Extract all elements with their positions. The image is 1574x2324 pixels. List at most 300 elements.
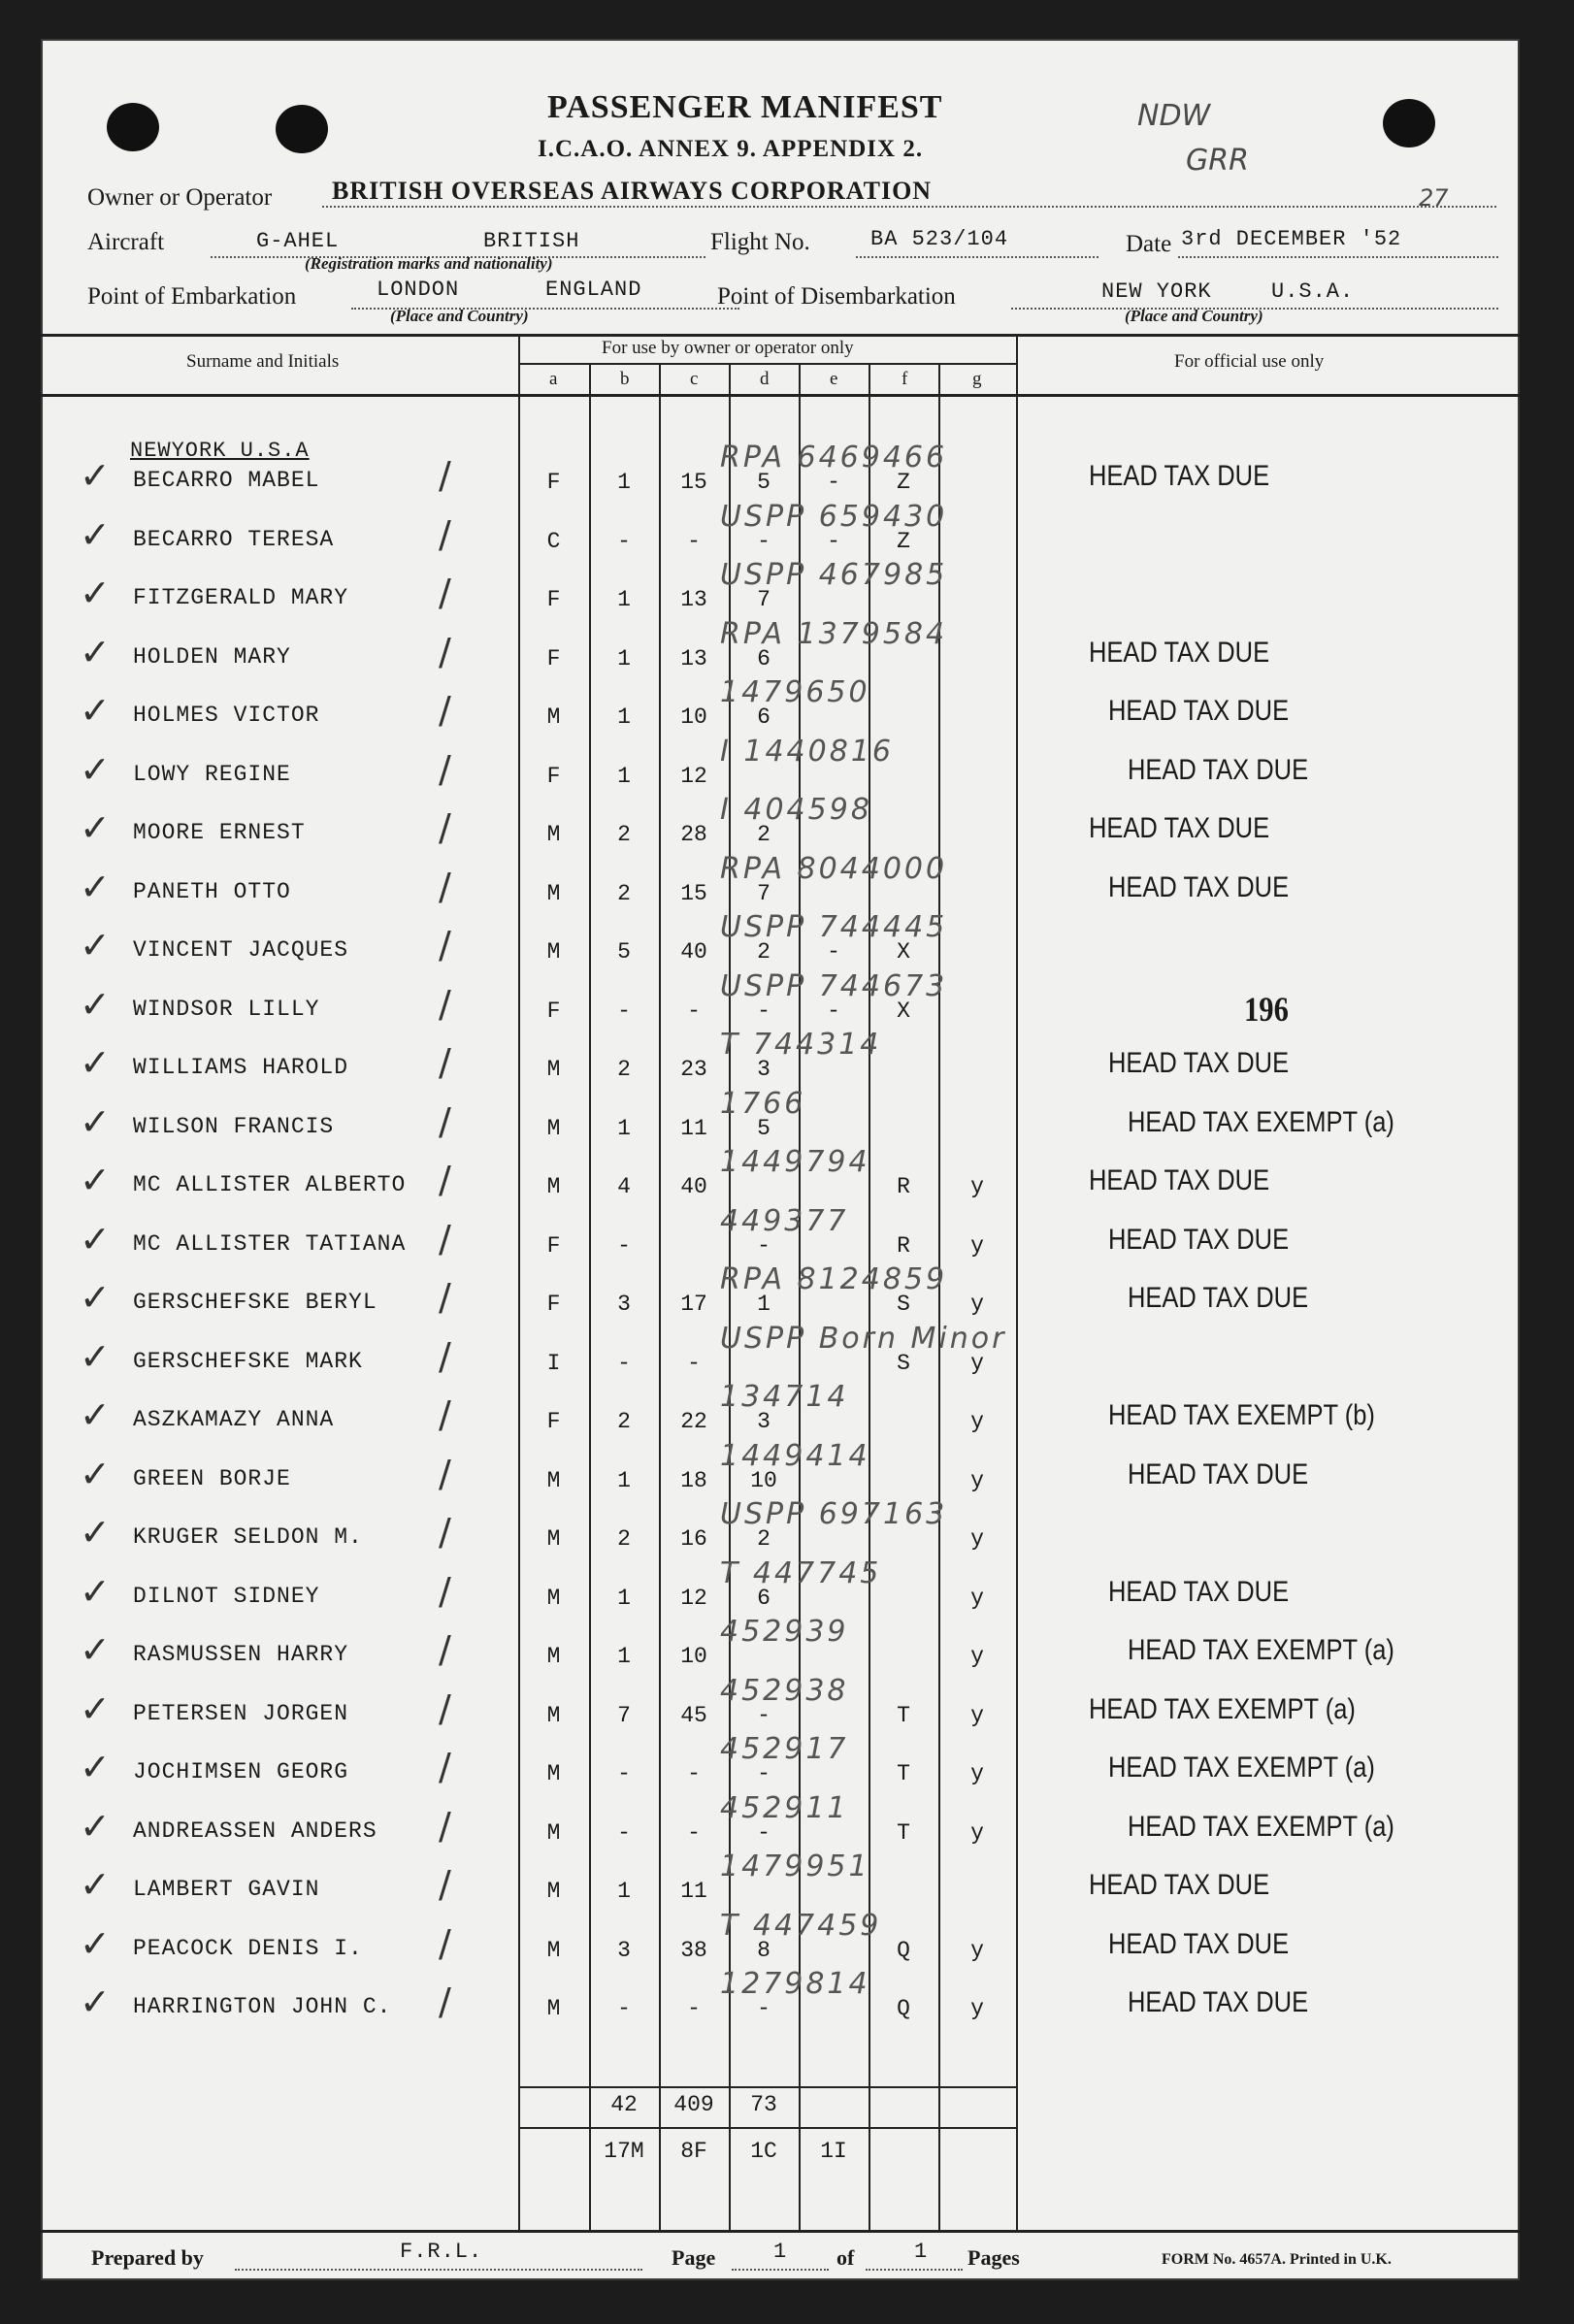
tick-mark-icon: ✓	[80, 1041, 111, 1084]
official-stamp: HEAD TAX DUE	[1089, 1869, 1270, 1901]
official-stamp: HEAD TAX DUE	[1108, 1047, 1290, 1079]
table-row	[41, 675, 1520, 739]
passenger-name: GERSCHEFSKE MARK	[133, 1349, 363, 1374]
cell-f: Q	[897, 1996, 910, 2021]
cell-b: 5	[617, 939, 631, 965]
punch-hole	[107, 103, 159, 151]
passenger-name: MOORE ERNEST	[133, 820, 306, 845]
cell-b: -	[617, 998, 631, 1024]
check-slash-icon: /	[439, 1041, 451, 1084]
total-b: 42	[610, 2092, 638, 2117]
cell-g: y	[970, 1586, 984, 1611]
cell-d: -	[757, 998, 771, 1024]
check-slash-icon: /	[439, 572, 451, 614]
handwritten-reference: RPA 6469466	[720, 441, 948, 475]
cell-f: R	[897, 1174, 910, 1199]
table-row	[41, 793, 1520, 857]
check-slash-icon: /	[439, 1863, 451, 1906]
cell-b: -	[617, 1996, 631, 2021]
handwritten-reference: 1449414	[720, 1439, 870, 1473]
cell-a: F	[546, 1292, 561, 1317]
col-owner-group: For use by owner or operator only	[602, 338, 854, 358]
passenger-name: HOLDEN MARY	[133, 644, 291, 670]
handwritten-reference: USPP 697163	[720, 1497, 948, 1531]
tick-mark-icon: ✓	[80, 1159, 111, 1201]
passenger-name: ASZKAMAZY ANNA	[133, 1407, 335, 1432]
cell-g: y	[970, 1820, 984, 1846]
cell-c: 13	[680, 587, 707, 612]
cell-f: Z	[897, 529, 910, 554]
embarkation-note: (Place and Country)	[390, 307, 529, 325]
flight-label: Flight No.	[710, 229, 810, 255]
cell-f: Q	[897, 1938, 910, 1963]
passenger-name: GREEN BORJE	[133, 1466, 291, 1491]
handwritten-reference: 452917	[720, 1732, 849, 1766]
check-slash-icon: /	[439, 631, 451, 673]
page-label: Page	[672, 2245, 716, 2270]
passenger-name: BECARRO MABEL	[133, 468, 320, 493]
table-row	[41, 558, 1520, 622]
cell-d: 6	[757, 704, 771, 730]
cell-b: -	[617, 1761, 631, 1786]
cell-a: I	[546, 1351, 561, 1376]
cell-a: F	[546, 1233, 561, 1259]
cell-d: -	[757, 1703, 771, 1728]
check-slash-icon: /	[439, 1335, 451, 1378]
tick-mark-icon: ✓	[80, 1335, 111, 1378]
cell-d: 5	[757, 470, 771, 495]
official-stamp: HEAD TAX DUE	[1089, 460, 1270, 492]
check-slash-icon: /	[439, 1687, 451, 1730]
page-value: 1	[773, 2240, 788, 2264]
official-stamp: 196	[1244, 990, 1289, 1029]
tick-mark-icon: ✓	[80, 1805, 111, 1848]
owner-value: BRITISH OVERSEAS AIRWAYS CORPORATION	[332, 177, 933, 205]
passenger-name: HOLMES VICTOR	[133, 703, 320, 728]
check-slash-icon: /	[439, 513, 451, 556]
col-surname: Surname and Initials	[186, 351, 340, 372]
col-c: c	[690, 369, 699, 389]
cell-f: S	[897, 1351, 910, 1376]
tick-mark-icon: ✓	[80, 1511, 111, 1554]
table-row	[41, 1967, 1520, 2031]
official-stamp: HEAD TAX DUE	[1108, 1224, 1290, 1256]
cell-b: 1	[617, 587, 631, 612]
pages-value: 1	[914, 2240, 929, 2264]
punch-hole	[1383, 99, 1435, 147]
cell-b: 2	[617, 1409, 631, 1434]
owner-rule	[322, 206, 1496, 208]
handwritten-reference: 449377	[720, 1204, 849, 1238]
official-stamp: HEAD TAX EXEMPT (a)	[1128, 1106, 1394, 1138]
cell-a: M	[546, 704, 561, 730]
cell-a: M	[546, 1879, 561, 1904]
cell-a: F	[546, 646, 561, 671]
cell-b: -	[617, 529, 631, 554]
cell-a: F	[546, 1409, 561, 1434]
cell-e: -	[827, 939, 840, 965]
cell-d: 2	[757, 939, 771, 965]
cell-c: -	[687, 1761, 701, 1786]
check-slash-icon: /	[439, 924, 451, 966]
owner-label: Owner or Operator	[87, 184, 273, 211]
tick-mark-icon: ✓	[80, 572, 111, 614]
official-stamp: HEAD TAX DUE	[1089, 637, 1270, 669]
passenger-name: LOWY REGINE	[133, 762, 291, 787]
tick-mark-icon: ✓	[80, 513, 111, 556]
cell-g: y	[970, 1526, 984, 1552]
prepared-value: F.R.L.	[400, 2240, 483, 2264]
official-stamp: HEAD TAX DUE	[1089, 812, 1270, 844]
margin-mark: 27	[1419, 184, 1449, 212]
date-label: Date	[1126, 231, 1172, 257]
col-f: f	[902, 369, 908, 389]
official-stamp: HEAD TAX DUE	[1128, 1986, 1309, 2018]
cell-f: T	[897, 1820, 910, 1846]
totals-bottom-rule	[518, 2127, 1016, 2129]
cell-c: 23	[680, 1057, 707, 1082]
handwritten-reference: USPP 467985	[720, 558, 948, 592]
handwritten-reference: T 447745	[720, 1556, 882, 1590]
cell-c: 17	[680, 1292, 707, 1317]
disembarkation-city: NEW YORK	[1101, 279, 1212, 304]
cell-g: y	[970, 1761, 984, 1786]
tick-mark-icon: ✓	[80, 983, 111, 1026]
passenger-name: JOCHIMSEN GEORG	[133, 1759, 349, 1784]
handwritten-reference: 452911	[720, 1791, 849, 1825]
passenger-name: MC ALLISTER ALBERTO	[133, 1172, 407, 1197]
check-slash-icon: /	[439, 1100, 451, 1143]
cell-g: y	[970, 1174, 984, 1199]
check-slash-icon: /	[439, 1746, 451, 1788]
cell-a: F	[546, 998, 561, 1024]
tick-mark-icon: ✓	[80, 1863, 111, 1906]
date-rule	[1178, 256, 1498, 258]
page-title: PASSENGER MANIFEST	[547, 89, 943, 125]
disembarkation-note: (Place and Country)	[1125, 307, 1263, 325]
handwritten-reference: 1279814	[720, 1967, 870, 2001]
handwritten-reference: RPA 8044000	[720, 852, 948, 886]
cell-a: F	[546, 764, 561, 789]
pages-rule	[866, 2269, 963, 2271]
cell-b: 4	[617, 1174, 631, 1199]
handwritten-reference: 1766	[720, 1087, 806, 1121]
cell-a: M	[546, 1586, 561, 1611]
tick-mark-icon: ✓	[80, 748, 111, 791]
cell-c: -	[687, 998, 701, 1024]
cell-d: -	[757, 1996, 771, 2021]
handwritten-reference: USPP 744673	[720, 969, 948, 1003]
handwritten-reference: T 447459	[720, 1909, 882, 1943]
flight-rule	[856, 256, 1099, 258]
official-stamp: HEAD TAX EXEMPT (a)	[1128, 1634, 1394, 1666]
cell-c: -	[687, 1820, 701, 1846]
cell-b: 1	[617, 1879, 631, 1904]
col-a: a	[549, 369, 558, 389]
summary-e: 1I	[820, 2139, 847, 2164]
disembarkation-country: U.S.A.	[1271, 279, 1355, 304]
cell-c: 11	[680, 1879, 707, 1904]
table-row	[41, 1380, 1520, 1444]
tick-mark-icon: ✓	[80, 1100, 111, 1143]
margin-mark: GRR	[1186, 144, 1249, 178]
cell-e: -	[827, 529, 840, 554]
embarkation-label: Point of Embarkation	[87, 283, 297, 310]
passenger-name: PEACOCK DENIS I.	[133, 1936, 363, 1961]
cell-d: -	[757, 529, 771, 554]
cell-c: 15	[680, 470, 707, 495]
check-slash-icon: /	[439, 866, 451, 908]
cell-b: -	[617, 1233, 631, 1259]
cell-c: 28	[680, 822, 707, 847]
cell-b: 1	[617, 1586, 631, 1611]
tick-mark-icon: ✓	[80, 1922, 111, 1965]
aircraft-registration: G-AHEL	[256, 229, 340, 253]
cell-a: F	[546, 470, 561, 495]
handwritten-reference: 452938	[720, 1674, 849, 1708]
cell-d: 6	[757, 646, 771, 671]
cell-c: 22	[680, 1409, 707, 1434]
official-stamp: HEAD TAX DUE	[1128, 754, 1309, 786]
official-stamp: HEAD TAX DUE	[1108, 871, 1290, 903]
check-slash-icon: /	[439, 1393, 451, 1436]
table-top-rule	[41, 334, 1520, 337]
cell-d: 5	[757, 1116, 771, 1141]
handwritten-reference: RPA 1379584	[720, 617, 948, 651]
cell-c: 45	[680, 1703, 707, 1728]
handwritten-reference: 1449794	[720, 1145, 870, 1179]
official-stamp: HEAD TAX DUE	[1128, 1458, 1309, 1490]
col-official: For official use only	[1174, 351, 1325, 372]
tick-mark-icon: ✓	[80, 1746, 111, 1788]
cell-c: 38	[680, 1938, 707, 1963]
passenger-name: ANDREASSEN ANDERS	[133, 1818, 377, 1844]
handwritten-reference: 134714	[720, 1380, 849, 1414]
cell-a: M	[546, 1116, 561, 1141]
cell-d: -	[757, 1761, 771, 1786]
cell-d: 8	[757, 1938, 771, 1963]
flight-number: BA 523/104	[870, 227, 1009, 251]
check-slash-icon: /	[439, 454, 451, 497]
cell-a: M	[546, 939, 561, 965]
table-bottom-rule	[41, 2230, 1520, 2233]
punch-hole	[276, 105, 328, 153]
cell-a: M	[546, 1938, 561, 1963]
page-subtitle: I.C.A.O. ANNEX 9. APPENDIX 2.	[538, 136, 924, 162]
cell-c: -	[687, 1351, 701, 1376]
check-slash-icon: /	[439, 1218, 451, 1260]
cell-f: S	[897, 1292, 910, 1317]
tick-mark-icon: ✓	[80, 1570, 111, 1613]
handwritten-reference: I 404598	[720, 793, 872, 827]
cell-c: -	[687, 1996, 701, 2021]
cell-c: 10	[680, 1644, 707, 1669]
passenger-name: DILNOT SIDNEY	[133, 1584, 320, 1609]
check-slash-icon: /	[439, 689, 451, 732]
cell-g: y	[970, 1938, 984, 1963]
tick-mark-icon: ✓	[80, 866, 111, 908]
cell-c: 16	[680, 1526, 707, 1552]
handwritten-reference: 1479951	[720, 1849, 870, 1883]
passenger-name: WINDSOR LILLY	[133, 997, 320, 1022]
handwritten-reference: 452939	[720, 1615, 849, 1649]
col-b: b	[620, 369, 630, 389]
manifest-sheet	[41, 39, 1520, 2280]
passenger-name: RASMUSSEN HARRY	[133, 1642, 349, 1667]
cell-d: 3	[757, 1057, 771, 1082]
passenger-name: VINCENT JACQUES	[133, 937, 349, 963]
passenger-name: KRUGER SELDON M.	[133, 1524, 363, 1550]
handwritten-reference: T 744314	[720, 1028, 882, 1062]
cell-c: 40	[680, 1174, 707, 1199]
check-slash-icon: /	[439, 748, 451, 791]
cell-b: 2	[617, 1526, 631, 1552]
prepared-rule	[235, 2269, 642, 2271]
cell-e: -	[827, 998, 840, 1024]
form-number: FORM No. 4657A. Printed in U.K.	[1162, 2251, 1392, 2268]
tick-mark-icon: ✓	[80, 1218, 111, 1260]
tick-mark-icon: ✓	[80, 1276, 111, 1319]
summary-d: 1C	[750, 2139, 777, 2164]
cell-a: C	[546, 529, 561, 554]
table-row	[41, 1145, 1520, 1209]
cell-a: M	[546, 1526, 561, 1552]
official-stamp: HEAD TAX EXEMPT (a)	[1108, 1751, 1375, 1784]
table-row	[41, 1028, 1520, 1092]
embarkation-country: ENGLAND	[545, 278, 642, 302]
cell-d: 10	[750, 1468, 777, 1493]
passenger-name: WILLIAMS HAROLD	[133, 1055, 349, 1080]
cell-b: 3	[617, 1938, 631, 1963]
tick-mark-icon: ✓	[80, 454, 111, 497]
cell-f: X	[897, 998, 910, 1024]
cell-c: 12	[680, 1586, 707, 1611]
total-c: 409	[673, 2092, 714, 2117]
table-header-rule	[41, 394, 1520, 397]
cell-g: y	[970, 1996, 984, 2021]
cell-b: 7	[617, 1703, 631, 1728]
tick-mark-icon: ✓	[80, 1393, 111, 1436]
cell-d: 2	[757, 1526, 771, 1552]
table-row	[41, 1262, 1520, 1326]
cell-a: M	[546, 1996, 561, 2021]
cell-d: 2	[757, 822, 771, 847]
cell-f: X	[897, 939, 910, 965]
cell-g: y	[970, 1233, 984, 1259]
cell-a: M	[546, 822, 561, 847]
official-stamp: HEAD TAX EXEMPT (a)	[1128, 1811, 1394, 1843]
cell-f: R	[897, 1233, 910, 1259]
disembarkation-label: Point of Disembarkation	[717, 283, 956, 310]
passenger-name: PETERSEN JORGEN	[133, 1701, 349, 1726]
passenger-name: WILSON FRANCIS	[133, 1114, 335, 1139]
cell-g: y	[970, 1703, 984, 1728]
cell-f: Z	[897, 470, 910, 495]
cell-b: 2	[617, 881, 631, 906]
handwritten-reference: USPP Born Minor	[720, 1322, 1007, 1356]
tick-mark-icon: ✓	[80, 1453, 111, 1495]
aircraft-nationality: BRITISH	[483, 229, 580, 253]
page-rule	[732, 2269, 829, 2271]
check-slash-icon: /	[439, 1980, 451, 2023]
passenger-name: PANETH OTTO	[133, 879, 291, 904]
cell-a: F	[546, 587, 561, 612]
passenger-name: FITZGERALD MARY	[133, 585, 349, 610]
check-slash-icon: /	[439, 1805, 451, 1848]
cell-b: 2	[617, 822, 631, 847]
cell-b: -	[617, 1820, 631, 1846]
cell-b: 1	[617, 646, 631, 671]
cell-b: -	[617, 1351, 631, 1376]
check-slash-icon: /	[439, 1570, 451, 1613]
destination-line: NEWYORK U.S.A	[130, 439, 310, 463]
aircraft-label: Aircraft	[87, 229, 165, 255]
pages-label: Pages	[967, 2245, 1020, 2270]
cell-c: 15	[680, 881, 707, 906]
passenger-name: HARRINGTON JOHN C.	[133, 1994, 392, 2019]
col-d: d	[760, 369, 770, 389]
cell-e: -	[827, 470, 840, 495]
of-label: of	[836, 2245, 855, 2270]
cell-a: M	[546, 1468, 561, 1493]
cell-a: M	[546, 1057, 561, 1082]
cell-b: 1	[617, 1116, 631, 1141]
tick-mark-icon: ✓	[80, 631, 111, 673]
cell-b: 1	[617, 704, 631, 730]
check-slash-icon: /	[439, 1276, 451, 1319]
handwritten-reference: USPP 744445	[720, 910, 948, 944]
table-row	[41, 910, 1520, 974]
handwritten-reference: RPA 8124859	[720, 1262, 948, 1296]
summary-b: 17M	[604, 2139, 644, 2164]
cell-b: 1	[617, 1644, 631, 1669]
passenger-name: GERSCHEFSKE BERYL	[133, 1290, 377, 1315]
cell-a: M	[546, 1761, 561, 1786]
cell-c: 13	[680, 646, 707, 671]
tick-mark-icon: ✓	[80, 806, 111, 849]
cell-c: 11	[680, 1116, 707, 1141]
table-row	[41, 1497, 1520, 1561]
official-stamp: HEAD TAX DUE	[1108, 1576, 1290, 1608]
tick-mark-icon: ✓	[80, 1980, 111, 2023]
cell-b: 1	[617, 1468, 631, 1493]
cell-b: 3	[617, 1292, 631, 1317]
cell-g: y	[970, 1292, 984, 1317]
table-row	[41, 1615, 1520, 1679]
totals-top-rule	[518, 2086, 1016, 2088]
cell-a: M	[546, 881, 561, 906]
table-row	[41, 1849, 1520, 1914]
cell-c: 18	[680, 1468, 707, 1493]
official-stamp: HEAD TAX DUE	[1089, 1164, 1270, 1196]
handwritten-reference: I 1440816	[720, 735, 894, 769]
date-value: 3rd DECEMBER '52	[1181, 227, 1402, 251]
cell-g: y	[970, 1644, 984, 1669]
check-slash-icon: /	[439, 806, 451, 849]
cell-b: 2	[617, 1057, 631, 1082]
official-stamp: HEAD TAX EXEMPT (a)	[1089, 1693, 1356, 1725]
cell-a: M	[546, 1820, 561, 1846]
owner-group-rule	[518, 363, 1016, 365]
table-row	[41, 1732, 1520, 1796]
summary-c: 8F	[680, 2139, 707, 2164]
cell-d: 7	[757, 881, 771, 906]
cell-d: 6	[757, 1586, 771, 1611]
prepared-label: Prepared by	[91, 2245, 204, 2270]
check-slash-icon: /	[439, 1159, 451, 1201]
cell-g: y	[970, 1409, 984, 1434]
cell-a: M	[546, 1174, 561, 1199]
